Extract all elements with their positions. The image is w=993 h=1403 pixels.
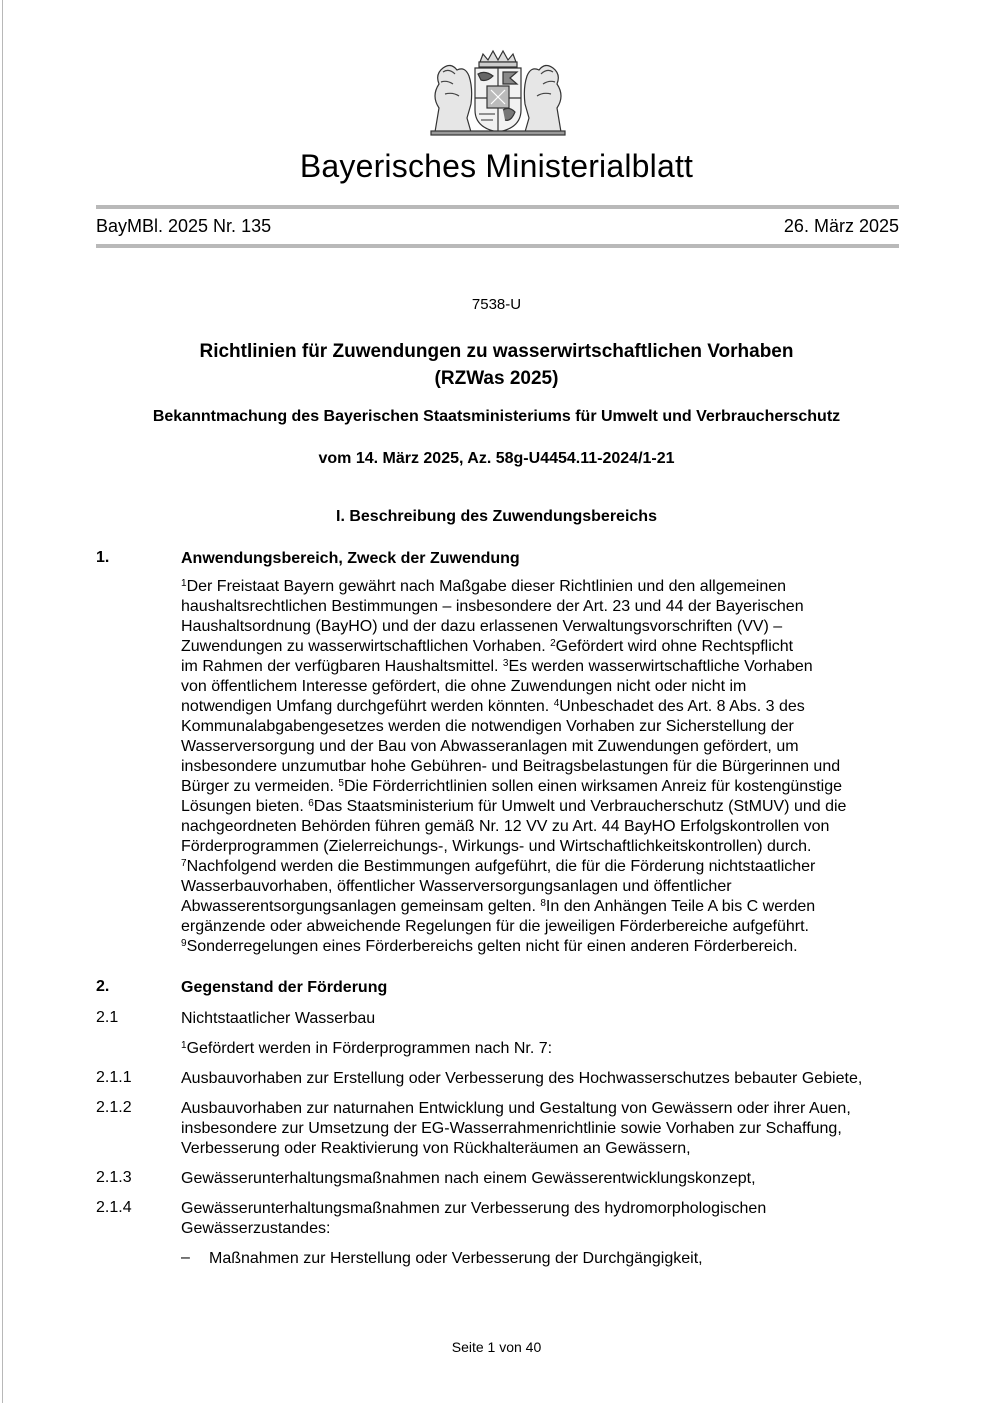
item-2-1-heading: Nichtstaatlicher Wasserbau — [181, 1010, 376, 1027]
item-2-1-4-line: Gewässerunterhaltungsmaßnahmen zur Verbesserung des hydromorphologischen — [181, 1200, 767, 1217]
paragraph-line: $^7$Nachfolgend werden die Bestimmungen aufgeführt, die für die Förderung nichtstaatlicher — [181, 858, 816, 875]
dash-bullet: – — [181, 1249, 190, 1266]
paragraph-line: im Rahmen der verfügbaren Haushaltsmittel. $^3$Es werden wasserwirtschaftliche Vorhaben — [181, 658, 813, 675]
paragraph-line: Lösungen bieten. $^6$Das Staatsministerium für Umwelt und Verbraucherschutz (StMUV) und die — [181, 798, 847, 815]
item-2-1-2-text — [181, 1099, 851, 1159]
coat-of-arms-emblem — [425, 48, 571, 136]
paragraph-line: haushaltsrechtlichen Bestimmungen – insbesondere der Art. 23 und 44 der Bayerischen — [181, 598, 804, 615]
item-2-1-4-text — [181, 1199, 766, 1239]
page-footer: Seite 1 von 40 — [451, 1339, 542, 1355]
dash-item-text: Maßnahmen zur Herstellung oder Verbesserung der Durchgängigkeit, — [209, 1250, 703, 1267]
item-1-heading: Anwendungsbereich, Zweck der Zuwendung — [181, 550, 520, 567]
item-2-1-4-number: 2.1.4 — [96, 1199, 132, 1216]
paragraph-line: Bürger zu vermeiden. $^5$Die Förderrichtlinien sollen einen wirksamen Anreiz für kostengünstige — [181, 778, 842, 795]
item-2-1-3-text: Gewässerunterhaltungsmaßnahmen nach einem Gewässerentwicklungskonzept, — [181, 1170, 756, 1187]
paragraph-line: Abwasserentsorgungsanlagen gemeinsam gelten. $^8$In den Anhängen Teile A bis C werden — [181, 898, 816, 915]
paragraph-line: Wasserversorgung und der Bau von Abwasseranlagen mit Zuwendungen gefördert, um — [181, 738, 799, 755]
section-heading: I. Beschreibung des Zuwendungsbereichs — [336, 508, 657, 525]
item-2-1-2-line: Ausbauvorhaben zur naturnahen Entwicklung und Gestaltung von Gewässern oder ihrer Auen, — [181, 1100, 851, 1117]
paragraph-line: Kommunalabgabengesetzes werden die notwendigen Vorhaben zur Sicherstellung der — [181, 718, 794, 735]
item-2-heading: Gegenstand der Förderung — [181, 979, 388, 996]
paragraph-line: Haushaltsordnung (BayHO) und der dazu erlassenen Verwaltungsvorschriften (VV) – — [181, 618, 783, 635]
paragraph-line: Wasserbauvorhaben, öffentlicher Wasserversorgungsanlagen und öffentlicher — [181, 878, 732, 895]
header-rule-top — [96, 205, 899, 209]
item-2-1-2-line: Verbesserung oder Reaktivierung von Rückhalteräumen an Gewässern, — [181, 1140, 691, 1157]
item-2-1-1-number: 2.1.1 — [96, 1069, 132, 1086]
paragraph-line: $^9$Sonderregelungen eines Förderbereichs gelten nicht für einen anderen Förderbereich. — [181, 938, 798, 955]
classification-code: 7538-U — [471, 296, 522, 313]
item-2-1-3-number: 2.1.3 — [96, 1169, 132, 1186]
item-2-1-intro: $^1$Gefördert werden in Förderprogrammen nach Nr. 7: — [181, 1040, 553, 1057]
paragraph-line: $^1$Der Freistaat Bayern gewährt nach Maßgabe dieser Richtlinien und den allgemeinen — [181, 578, 787, 595]
paragraph-line: Zuwendungen zu wasserwirtschaftlichen Vorhaben. $^2$Gefördert wird ohne Rechtspflicht — [181, 638, 794, 655]
paragraph-line: insbesondere unzumutbar hohe Gebühren- und Beitragsbelastungen für die Bürgerinnen und — [181, 758, 841, 775]
item-2-1-2-line: insbesondere zur Umsetzung der EG-Wasserrahmenrichtlinie sowie Vorhaben zur Schaffung, — [181, 1120, 842, 1137]
header-rule-bottom — [96, 244, 899, 248]
item-1-paragraph — [181, 577, 901, 957]
paragraph-line: notwendigen Umfang durchgeführt werden könnten. $^4$Unbeschadet des Art. 8 Abs. 3 des — [181, 698, 805, 715]
announcement-date-reference: vom 14. März 2025, Az. 58g-U4454.11-2024/1-21 — [318, 450, 675, 467]
item-2-number: 2. — [96, 978, 110, 995]
paragraph-line: Förderprogrammen (Zielerreichungs-, Wirkungs- und Wirtschaftlichkeitskontrollen) durch. — [181, 838, 812, 855]
document-title-line-2: (RZWas 2025) — [434, 368, 559, 389]
announcement-subtitle: Bekanntmachung des Bayerischen Staatsministeriums für Umwelt und Verbraucherschutz — [152, 408, 841, 425]
masthead-title: Bayerisches Ministerialblatt — [299, 148, 694, 184]
paragraph-line: von öffentlichem Interesse gefördert, die ohne Zuwendungen nicht oder nicht im — [181, 678, 747, 695]
item-2-1-2-number: 2.1.2 — [96, 1099, 132, 1116]
issue-date: 26. März 2025 — [783, 216, 899, 236]
issue-number: BayMBl. 2025 Nr. 135 — [96, 216, 272, 236]
document-title — [0, 338, 993, 392]
document-title-line-1: Richtlinien für Zuwendungen zu wasserwirtschaftlichen Vorhaben — [199, 341, 794, 362]
page-edge — [2, 0, 3, 1403]
item-2-1-1-text: Ausbauvorhaben zur Erstellung oder Verbesserung des Hochwasserschutzes bebauter Gebiete, — [181, 1070, 863, 1087]
item-2-1-number: 2.1 — [96, 1009, 119, 1026]
item-2-1-4-line: Gewässerzustandes: — [181, 1220, 331, 1237]
paragraph-line: ergänzende oder abweichende Regelungen für die jeweiligen Förderbereiche aufgeführt. — [181, 918, 809, 935]
item-1-number: 1. — [96, 549, 110, 566]
paragraph-line: nachgeordneten Behörden führen gemäß Nr. 12 VV zu Art. 44 BayHO Erfolgskontrollen von — [181, 818, 830, 835]
